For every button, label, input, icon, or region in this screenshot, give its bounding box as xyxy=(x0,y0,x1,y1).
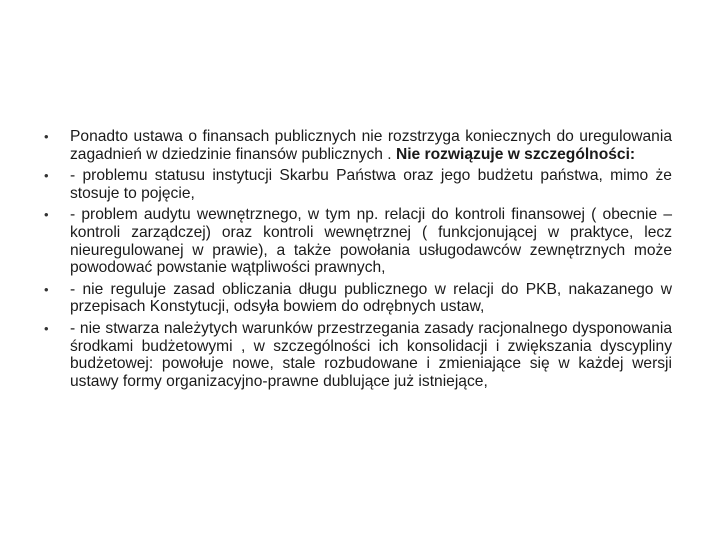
bullet-dot-icon: • xyxy=(44,168,49,184)
bullet-dot-icon: • xyxy=(44,281,49,297)
bullet-text: Ponadto ustawa o finansach publicznych nie rozstrzyga koniecznych do uregulowania zagadnień w dziedzinie finansów publicznych . xyxy=(70,128,672,163)
bullet-text: - problemu statusu instytucji Skarbu Państwa oraz jego budżetu państwa, mimo że stosuje to pojęcie, xyxy=(70,167,672,202)
bullet-text: - problem audytu wewnętrznego, w tym np. relacji do kontroli finansowej ( obecnie – kontroli zarządczej) oraz kontroli wewnętrznej ( funkcjonującej w praktyce, lecz nieuregulowanej w prawie), a także powołania usługodawców zewnętrznych może powodować powstanie wątpliwości prawnych, xyxy=(70,206,672,277)
bullet-item-3 xyxy=(44,206,672,276)
bullet-item-4 xyxy=(44,281,672,316)
bullet-item-5 xyxy=(44,320,672,390)
bullet-item-2 xyxy=(44,167,672,202)
bullet-dot-icon: • xyxy=(44,129,49,144)
bullet-dot-icon: • xyxy=(44,207,49,223)
bullet-text: - nie reguluje zasad obliczania długu publicznego w relacji do PKB, nakazanego w przepisach Konstytucji, odsyła bowiem do odrębnych ustaw, xyxy=(70,280,672,316)
bullet-dot-icon: • xyxy=(44,320,49,336)
bullet-text: - nie stwarza należytych warunków przestrzegania zasady racjonalnego dysponowania środkami budżetowymi , w szczególności ich konsolidacji i zwiększania dyscypliny budżetowej: powołuje nowe, stale rozbudowane i zmieniające się w każdej wersji ustawy formy organizacyjno-prawne dublujące już istniejące, xyxy=(70,319,672,390)
bullet-bold-text: Nie rozwiązuje w szczególności: xyxy=(395,145,636,163)
bullet-item-1 xyxy=(44,128,672,163)
bullet-list xyxy=(44,128,672,394)
